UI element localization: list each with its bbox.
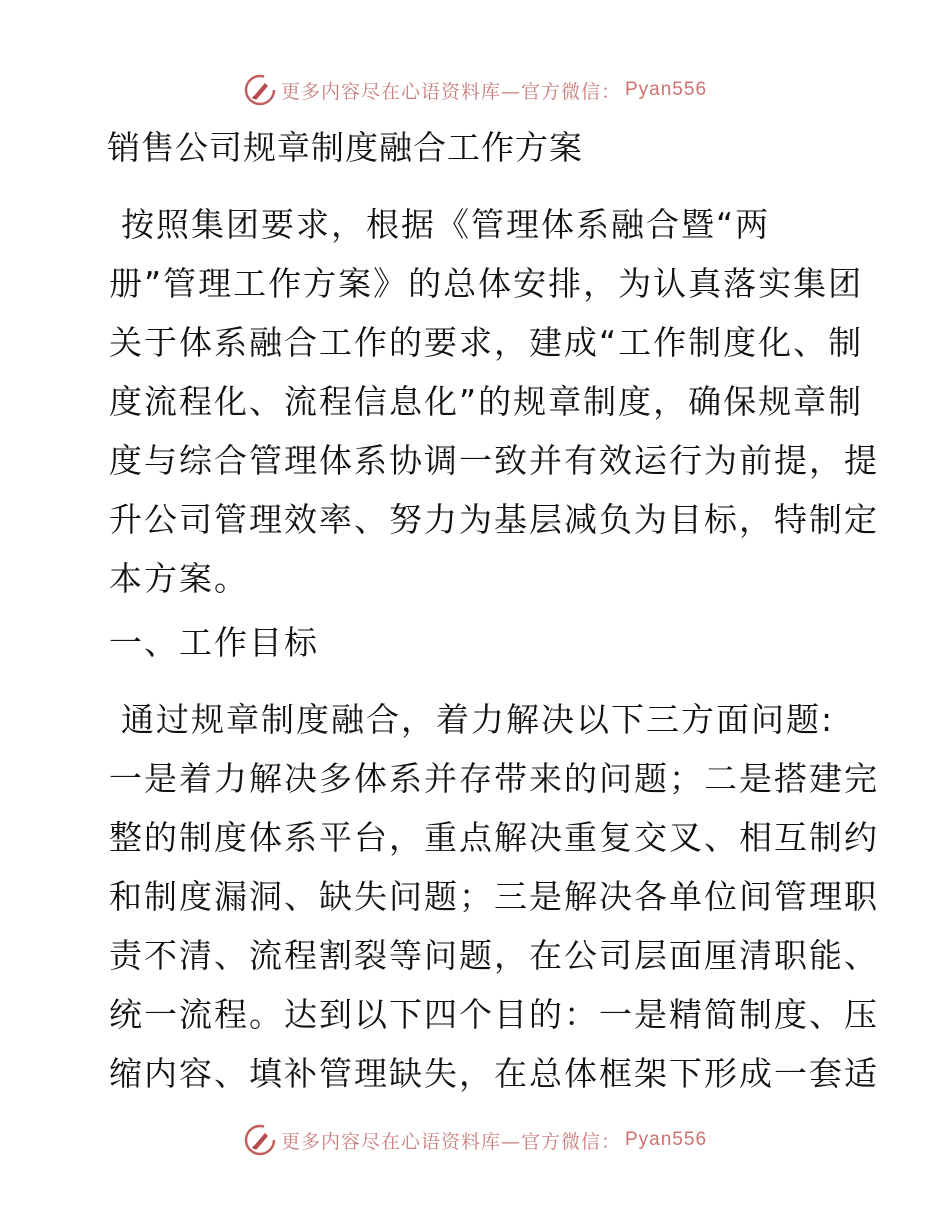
paragraph-line: 和制度漏洞、缺失问题；三是解决各单位间管理职 <box>109 877 879 916</box>
pen-nib-logo-icon <box>243 73 277 107</box>
paragraph-line: 缩内容、填补管理缺失，在总体框架下形成一套适 <box>109 1054 879 1093</box>
paragraph-line: 本方案。 <box>109 559 249 598</box>
paragraph-line: 责不清、流程割裂等问题，在公司层面厘清职能、 <box>109 936 879 975</box>
paragraph-intro <box>97 195 879 608</box>
watermark-id: Pyan556 <box>625 1129 708 1150</box>
paragraph-line: 册”管理工作方案》的总体安排，为认真落实集团 <box>109 264 864 303</box>
document-title: 销售公司规章制度融合工作方案 <box>107 128 583 167</box>
paragraph-line: 升公司管理效率、努力为基层减负为目标，特制定 <box>109 500 879 539</box>
paragraph-line: 按照集团要求，根据《管理体系融合暨“两 <box>121 205 771 244</box>
paragraph-line: 整的制度体系平台，重点解决重复交叉、相互制约 <box>109 818 879 857</box>
paragraph-line: 度流程化、流程信息化”的规章制度，确保规章制 <box>109 382 864 421</box>
section-heading-work-goals: 一、工作目标 <box>109 623 319 662</box>
watermark-text: 更多内容尽在心语资料库—官方微信： <box>280 1130 621 1153</box>
paragraph-goals <box>97 690 879 1103</box>
paragraph-line: 通过规章制度融合，着力解决以下三方面问题: <box>121 700 835 739</box>
footer-watermark <box>0 1120 950 1160</box>
header-watermark <box>0 70 950 110</box>
paragraph-line: 度与综合管理体系协调一致并有效运行为前提，提 <box>109 441 879 480</box>
pen-nib-logo-icon <box>243 1123 277 1157</box>
paragraph-line: 关于体系融合工作的要求，建成“工作制度化、制 <box>109 323 864 362</box>
paragraph-line: 统一流程。达到以下四个目的：一是精简制度、压 <box>109 995 879 1034</box>
watermark-text: 更多内容尽在心语资料库—官方微信： <box>280 80 621 103</box>
watermark-id: Pyan556 <box>625 79 708 100</box>
paragraph-line: 一是着力解决多体系并存带来的问题；二是搭建完 <box>109 759 879 798</box>
